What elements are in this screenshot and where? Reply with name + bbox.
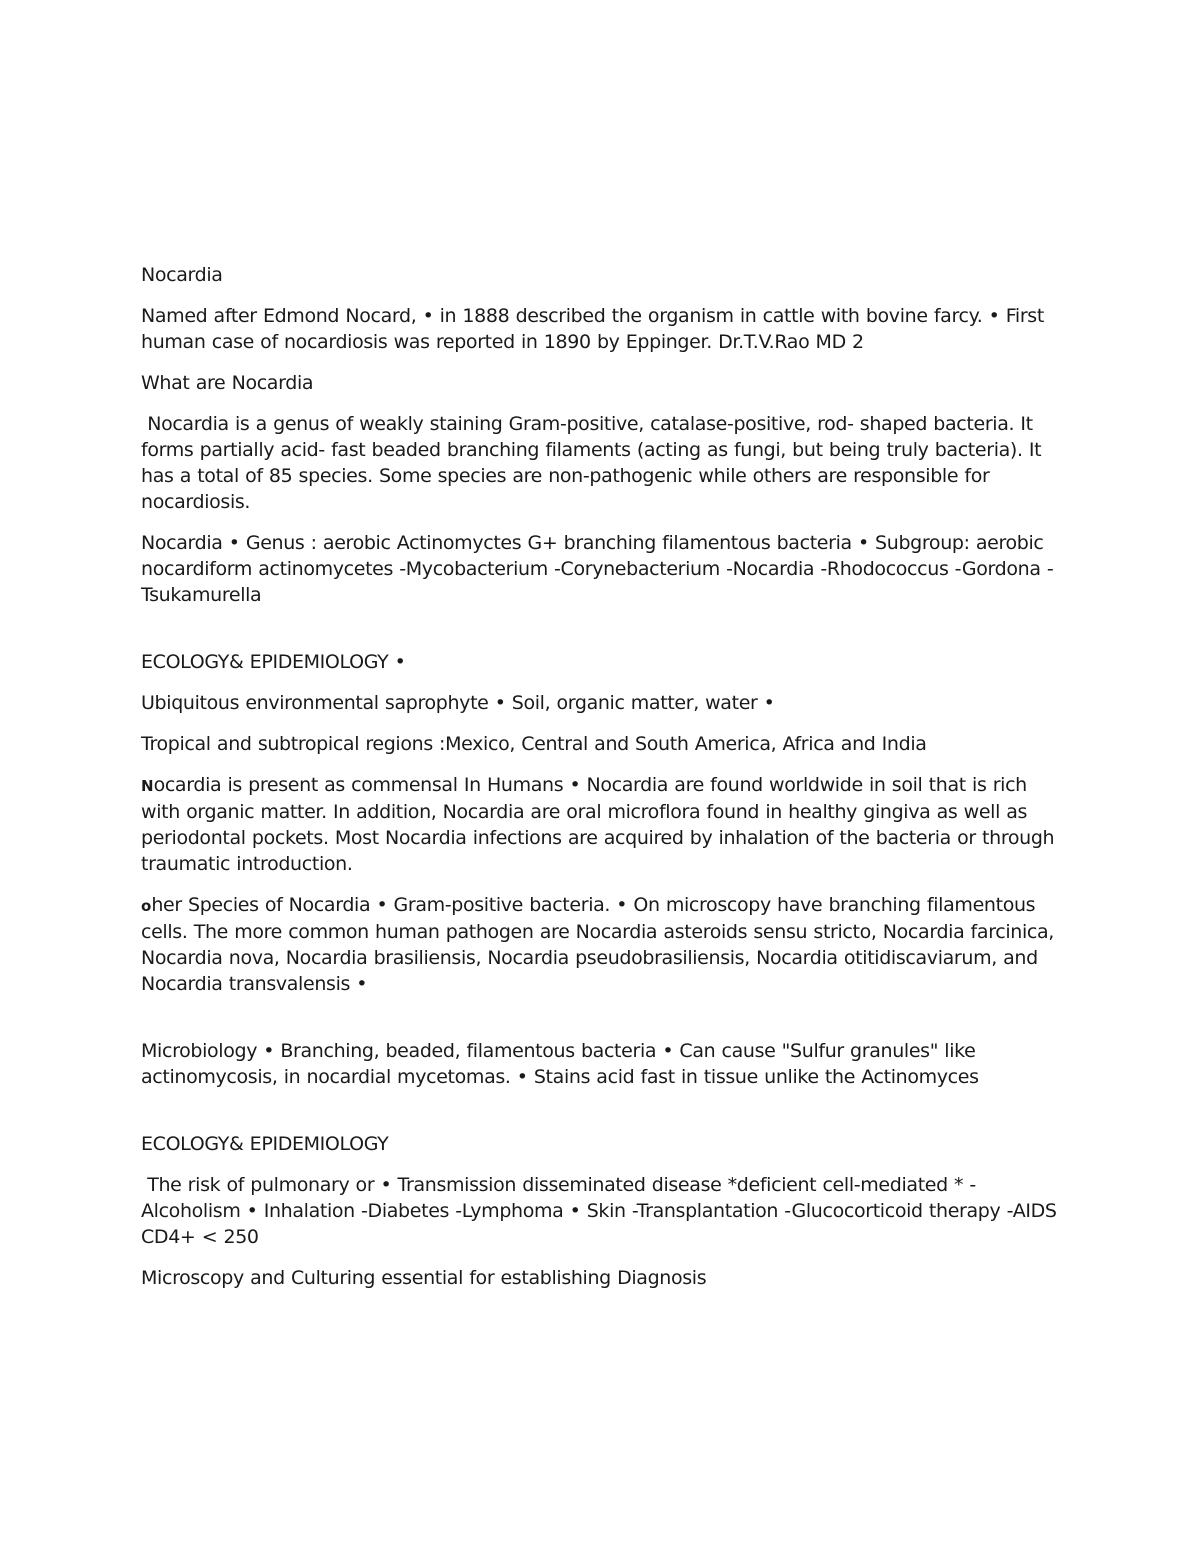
microbiology-paragraph: Microbiology • Branching, beaded, filamentous bacteria • Can cause "Sulfur granules" like actinomycosis, in nocardial mycetomas. • Stains acid fast in tissue unlike the Actinomyces (141, 1040, 982, 1088)
intro-paragraph: Named after Edmond Nocard, • in 1888 described the organism in cattle with bovine farcy. • First human case of nocardiosis was reported in 1890 by Eppinger. Dr.T.V.Rao MD 2 (141, 305, 1051, 353)
risk-paragraph: The risk of pulmonary or • Transmission disseminated disease *deficient cell-mediated * -Alcoholism • Inhalation -Diabetes -Lymphoma • Skin -Transplantation -Glucocorticoid therapy -AIDS CD4+ < 250 (141, 1174, 1063, 1248)
ecology-heading-2: ECOLOGY& EPIDEMIOLOGY (141, 1133, 389, 1155)
commensal-initial: N (141, 777, 154, 795)
species-initial: o (141, 897, 152, 915)
commensal-paragraph (141, 772, 1066, 877)
tropical-paragraph: Tropical and subtropical regions :Mexico, Central and South America, Africa and India (141, 733, 927, 755)
ecology-heading-1: ECOLOGY& EPIDEMIOLOGY • (141, 651, 406, 673)
ubiquitous-paragraph: Ubiquitous environmental saprophyte • Soil, organic matter, water • (141, 692, 775, 714)
species-text: her Species of Nocardia • Gram-positive bacteria. • On microscopy have branching filamentous cells. The more common human pathogen are Nocardia asteroids sensu stricto, Nocardia farcinica, Nocardia nova, Nocardia brasiliensis, Nocardia pseudobrasiliensis, Nocardia otitidiscaviarum, and Nocardia transvalensis • (141, 894, 1061, 995)
commensal-text: ocardia is present as commensal In Humans • Nocardia are found worldwide in soil that is rich with organic matter. In addition, Nocardia are oral microflora found in healthy gingiva as well as periodontal pockets. Most Nocardia infections are acquired by inhalation of the bacteria or through traumatic introduction. (141, 774, 1061, 875)
genus-paragraph: Nocardia • Genus : aerobic Actinomyctes G+ branching filamentous bacteria • Subgroup: aerobic nocardiform actinomycetes -Mycobacterium -Corynebacterium -Nocardia -Rhodococcus -Gordona -Tsukamurella (141, 532, 1054, 606)
diagnosis-paragraph: Microscopy and Culturing essential for establishing Diagnosis (141, 1267, 707, 1289)
species-paragraph (141, 892, 1066, 997)
document-body (141, 262, 1066, 1306)
what-heading: What are Nocardia (141, 372, 314, 394)
document-title: Nocardia (141, 264, 223, 286)
what-body-paragraph: Nocardia is a genus of weakly staining Gram-positive, catalase-positive, rod- shaped bacteria. It forms partially acid- fast beaded branching filaments (acting as fungi, but being truly bacteria). It has a total of 85 species. Some species are non-pathogenic while others are responsible for nocardiosis. (141, 413, 1048, 513)
